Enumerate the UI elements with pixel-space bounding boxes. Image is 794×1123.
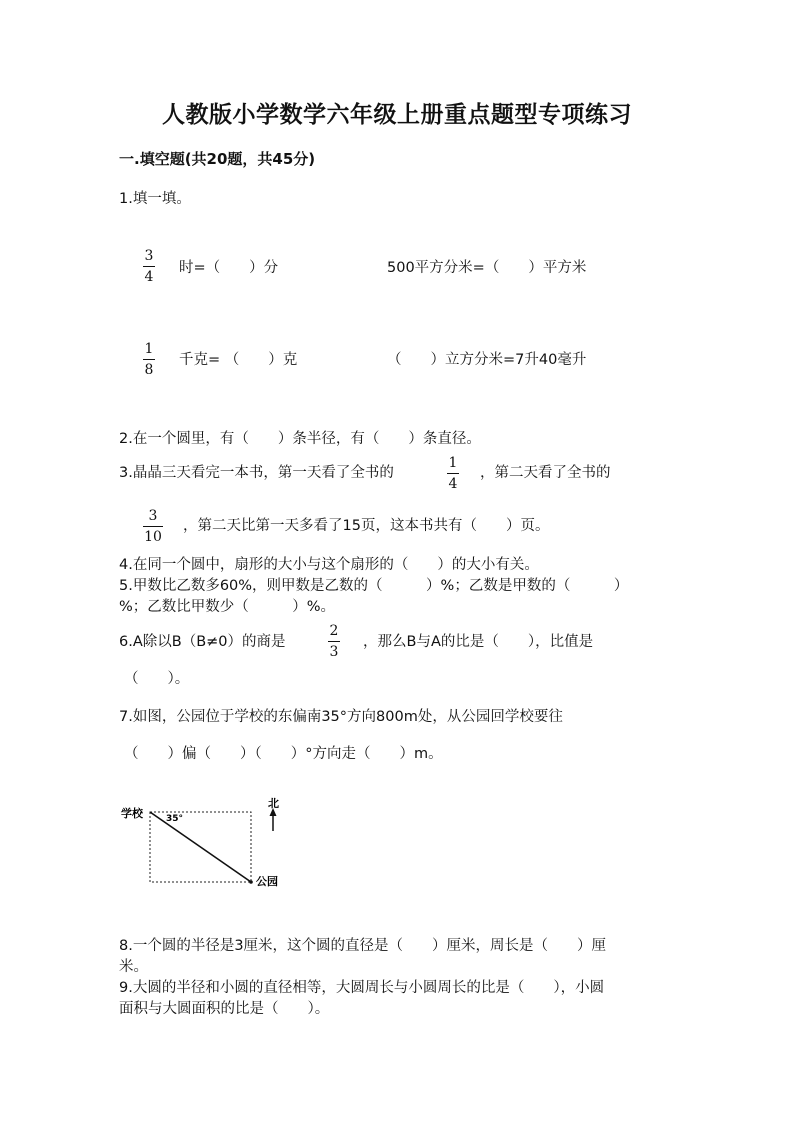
q8-line1: 8.一个圆的半径是3厘米，这个圆的直径是（ ）厘米，周长是（ ）厘 xyxy=(119,938,607,954)
fraction-bar xyxy=(143,359,155,360)
fraction-bar xyxy=(447,473,459,474)
label-park: 公园 xyxy=(256,875,278,888)
q5-line2: %；乙数比甲数少（ ）%。 xyxy=(119,599,336,615)
q1-fraction-a-denominator: 4 xyxy=(144,269,154,285)
q1-fraction-a-numerator: 3 xyxy=(144,248,154,264)
q6-line1: 6.A除以B（B≠0）的商是 xyxy=(119,634,286,650)
q6-fraction-denominator: 3 xyxy=(329,644,339,660)
page-title: 人教版小学数学六年级上册重点题型专项练习 xyxy=(162,101,632,128)
fraction-bar xyxy=(143,266,155,267)
q3-fraction-1-numerator: 1 xyxy=(448,455,458,471)
q3-fraction-1 xyxy=(447,455,459,492)
q7-line1: 7.如图，公园位于学校的东偏南35°方向800m处，从公园回学校要往 xyxy=(119,709,563,725)
q3-fraction-1-denominator: 4 xyxy=(448,476,458,492)
q2-text: 2.在一个圆里，有（ ）条半径，有（ ）条直径。 xyxy=(119,431,481,447)
q9-line2: 面积与大圆面积的比是（ ）。 xyxy=(119,1001,330,1017)
q6-fraction-numerator: 2 xyxy=(329,623,339,639)
q5-line1: 5.甲数比乙数多60%，则甲数是乙数的（ ）%；乙数是甲数的（ ） xyxy=(119,578,629,594)
fraction-bar xyxy=(143,526,163,527)
label-north: 北 xyxy=(268,797,279,810)
q6-line1b: ，那么B与A的比是（ ），比值是 xyxy=(363,634,594,650)
q7-direction-diagram xyxy=(118,795,298,895)
label-school: 学校 xyxy=(121,807,143,820)
q1-item-a: 时=（ ）分 xyxy=(179,260,279,276)
q1-fraction-a xyxy=(143,248,155,285)
q3-line1b: ，第二天看了全书的 xyxy=(480,465,611,481)
q9-line1: 9.大圆的半径和小圆的直径相等，大圆周长与小圆周长的比是（ ），小圆 xyxy=(119,980,605,996)
q1-item-d: （ ）立方分米=7升40毫升 xyxy=(387,352,587,368)
q1-item-c: 千克= （ ）克 xyxy=(179,352,298,368)
section-heading: 一.填空题(共20题，共45分) xyxy=(119,150,316,168)
q7-line2: （ ）偏（ ）（ ）°方向走（ ）m。 xyxy=(124,746,443,762)
q3-line2: ，第二天比第一天多看了15页，这本书共有（ ）页。 xyxy=(183,518,550,534)
fraction-bar xyxy=(328,641,340,642)
q3-fraction-2-numerator: 3 xyxy=(148,508,158,524)
q1-fraction-c-denominator: 8 xyxy=(144,362,154,378)
q1-item-b: 500平方分米=（ ）平方米 xyxy=(387,260,587,276)
q6-fraction xyxy=(328,623,340,660)
q3-fraction-2 xyxy=(143,508,163,545)
q3-line1: 3.晶晶三天看完一本书，第一天看了全书的 xyxy=(119,465,394,481)
q4-text: 4.在同一个圆中，扇形的大小与这个扇形的（ ）的大小有关。 xyxy=(119,557,539,573)
q8-line2: 米。 xyxy=(119,959,148,975)
park-point xyxy=(249,880,253,884)
q3-fraction-2-denominator: 10 xyxy=(144,529,162,545)
q1-fraction-c-numerator: 1 xyxy=(144,341,154,357)
q1-heading: 1.填一填。 xyxy=(119,191,191,207)
label-angle: 35° xyxy=(166,814,184,824)
q6-line2: （ ）。 xyxy=(124,671,190,687)
q1-fraction-c xyxy=(143,341,155,378)
